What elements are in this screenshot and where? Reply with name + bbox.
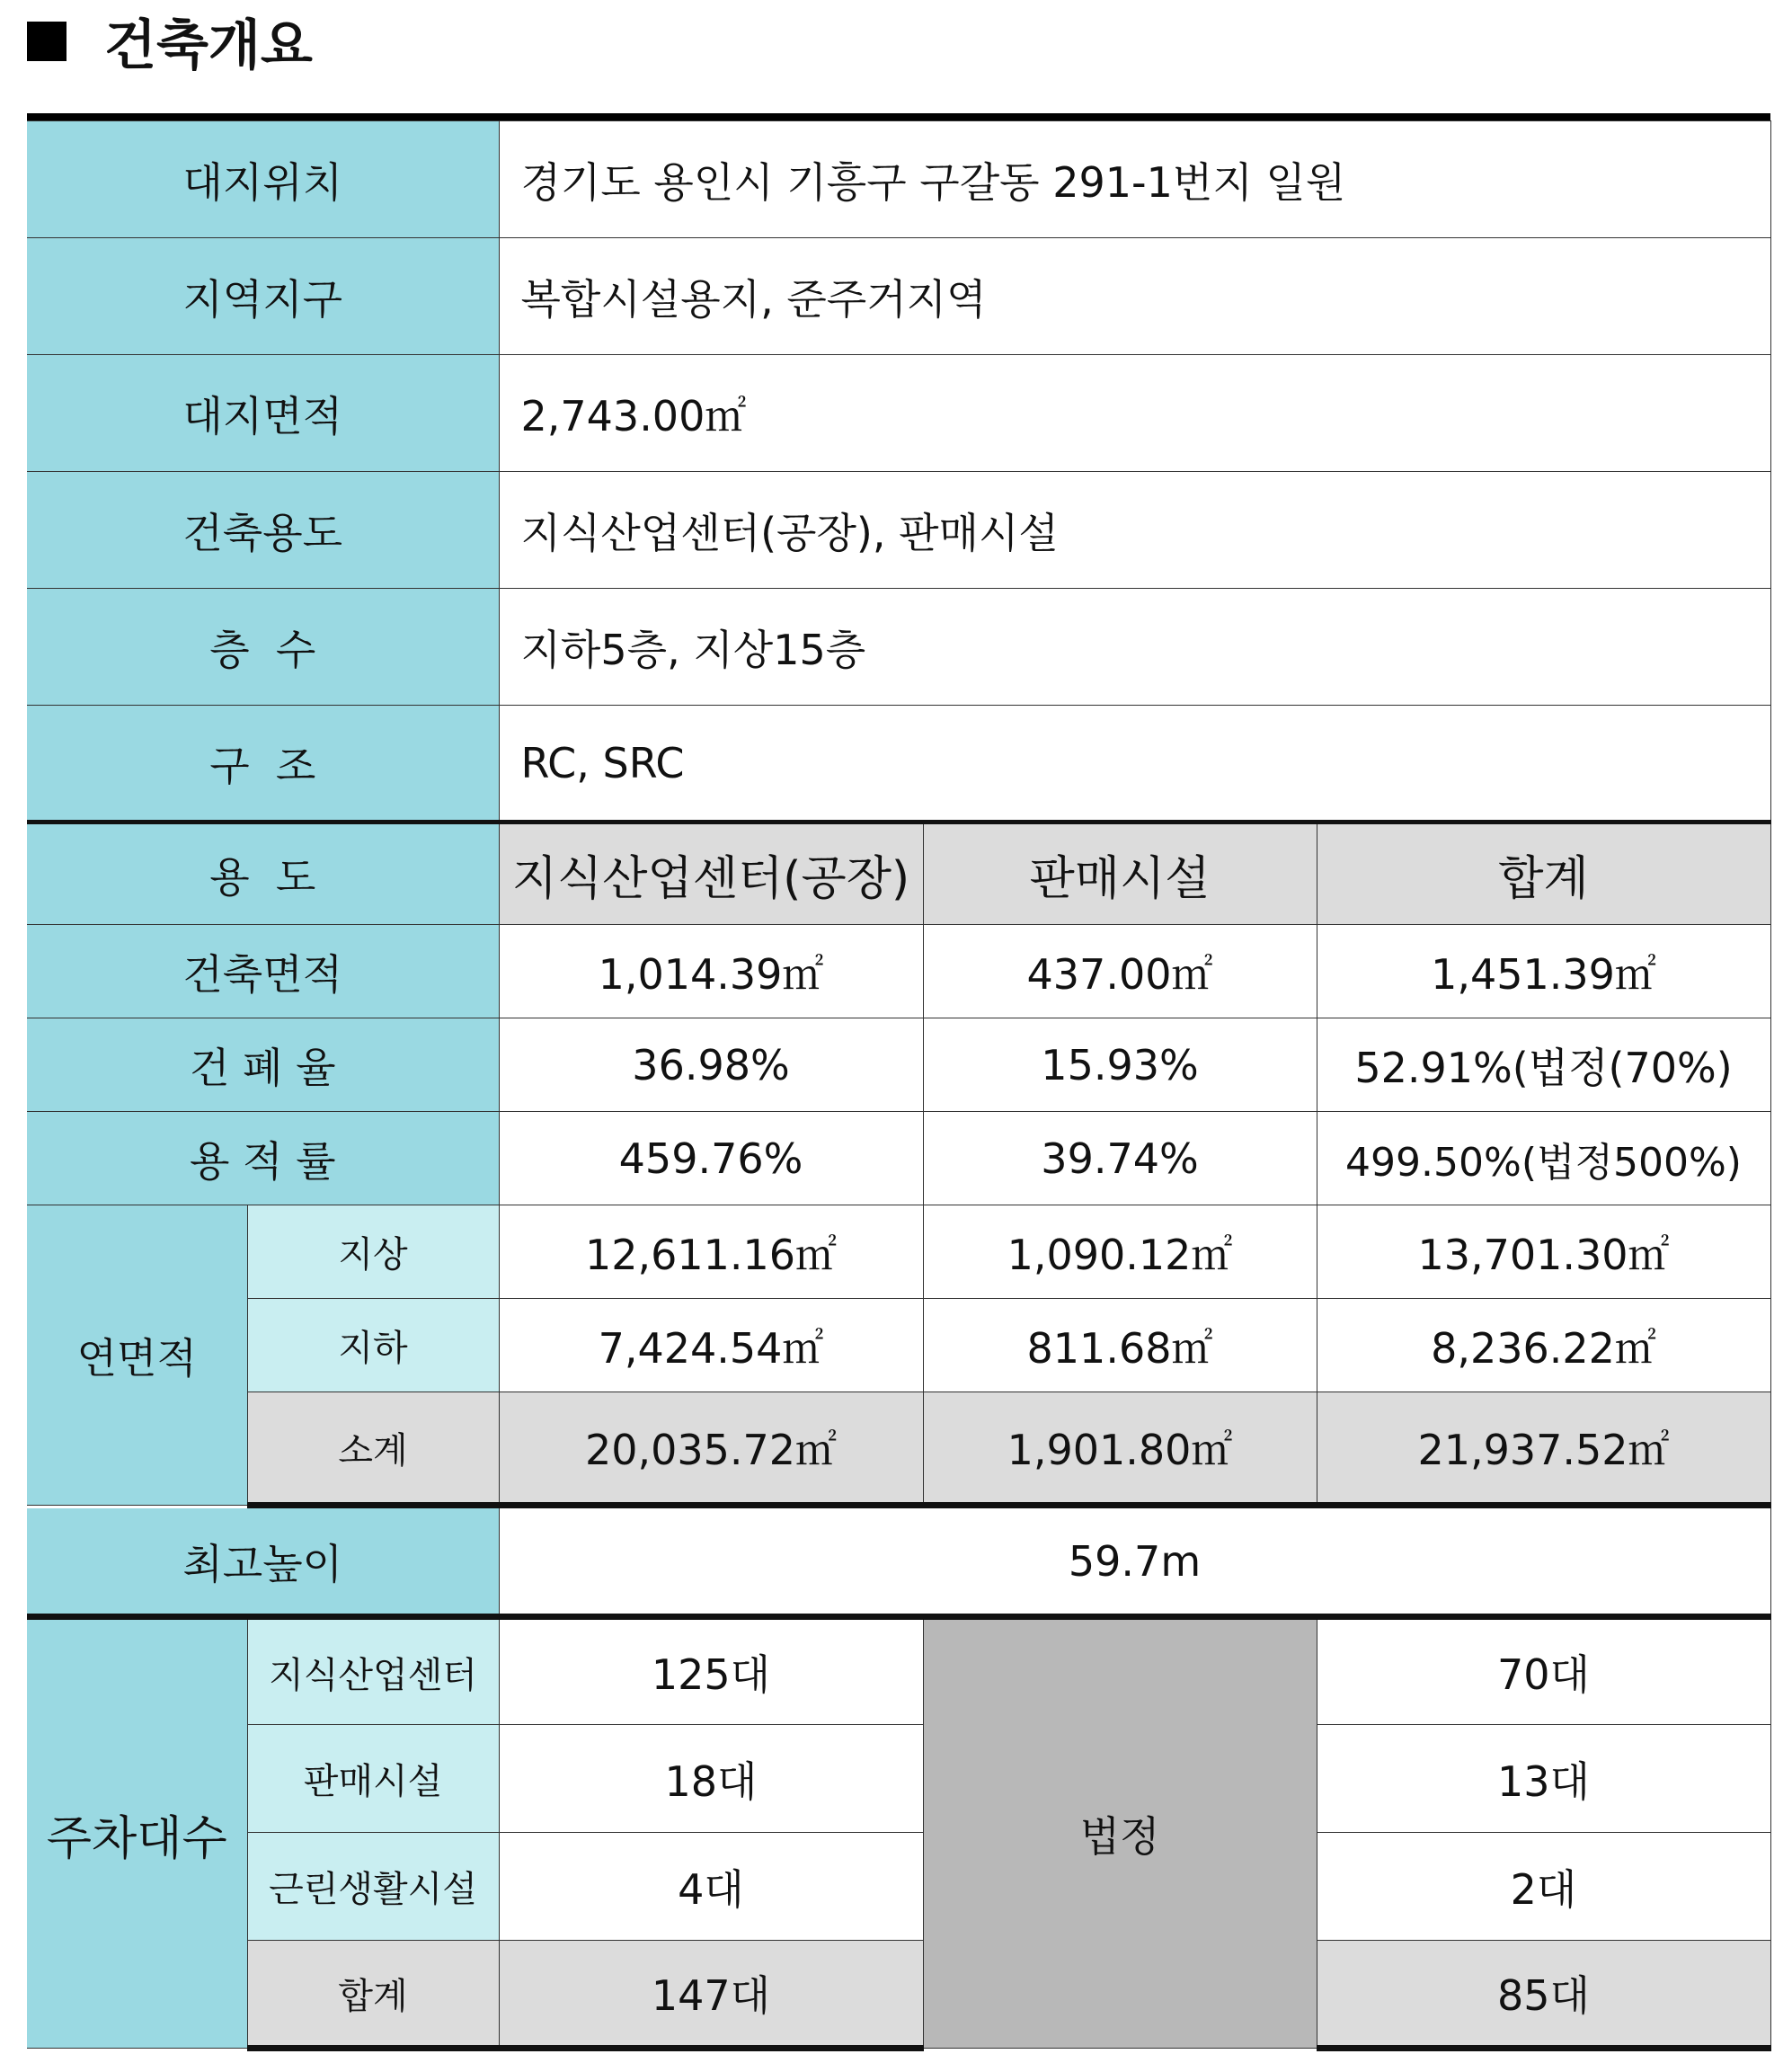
row-value: 지식산업센터(공장), 판매시설 — [499, 472, 1770, 589]
cell-value: 499.50%(법정500%) — [1317, 1112, 1770, 1205]
cell-value: 1,014.39㎡ — [499, 925, 923, 1018]
parking-legal: 2대 — [1317, 1833, 1770, 1941]
section-title — [27, 5, 313, 77]
cell-value: 52.91%(법정(70%) — [1317, 1018, 1770, 1112]
row-value: 복합시설용지, 준주거지역 — [499, 238, 1770, 355]
cell-value: 36.98% — [499, 1018, 923, 1112]
usage-col-header: 판매시설 — [923, 822, 1317, 925]
summary-row — [27, 238, 1770, 355]
sub-label: 지식산업센터 — [247, 1617, 499, 1725]
cell-value: 20,035.72㎡ — [499, 1392, 923, 1506]
parking-row — [27, 1617, 1770, 1725]
parking-planned: 125대 — [499, 1617, 923, 1725]
sub-label: 소계 — [247, 1392, 499, 1506]
cell-value: 13,701.30㎡ — [1317, 1205, 1770, 1299]
row-label: 대지면적 — [27, 355, 499, 472]
area-row — [27, 1112, 1770, 1205]
cell-value: 39.74% — [923, 1112, 1317, 1205]
cell-value: 811.68㎡ — [923, 1299, 1317, 1392]
cell-value: 1,451.39㎡ — [1317, 925, 1770, 1018]
square-bullet-icon — [27, 22, 67, 61]
sub-label: 판매시설 — [247, 1725, 499, 1833]
cell-value: 12,611.16㎡ — [499, 1205, 923, 1299]
area-row — [27, 925, 1770, 1018]
parking-total-row — [27, 1941, 1770, 2049]
row-label: 용 적 률 — [27, 1112, 499, 1205]
area-row — [27, 1018, 1770, 1112]
usage-header-row — [27, 822, 1770, 925]
sub-label: 지하 — [247, 1299, 499, 1392]
parking-planned: 147대 — [499, 1941, 923, 2049]
floor-area-subtotal-row — [27, 1392, 1770, 1506]
usage-col-header: 합계 — [1317, 822, 1770, 925]
usage-col-header: 지식산업센터(공장) — [499, 822, 923, 925]
parking-legal: 13대 — [1317, 1725, 1770, 1833]
section-title-text: 건축개요 — [104, 14, 313, 77]
row-label: 건 폐 율 — [27, 1018, 499, 1112]
cell-value: 21,937.52㎡ — [1317, 1392, 1770, 1506]
parking-legal: 85대 — [1317, 1941, 1770, 2049]
parking-planned: 4대 — [499, 1833, 923, 1941]
parking-label: 주차대수 — [27, 1617, 247, 2049]
height-row — [27, 1506, 1770, 1617]
sub-label: 합계 — [247, 1941, 499, 2049]
parking-legal: 70대 — [1317, 1617, 1770, 1725]
sub-label: 근린생활시설 — [247, 1833, 499, 1941]
summary-row — [27, 472, 1770, 589]
row-label: 지역지구 — [27, 238, 499, 355]
row-value: 지하5층, 지상15층 — [499, 589, 1770, 706]
summary-row — [27, 589, 1770, 706]
row-value: 2,743.00㎡ — [499, 355, 1770, 472]
floor-area-label: 연면적 — [27, 1205, 247, 1506]
building-overview-sheet — [27, 120, 1770, 2051]
row-label: 층 수 — [27, 589, 499, 706]
summary-row — [27, 706, 1770, 822]
top-rule — [27, 113, 1770, 120]
overview-table — [27, 120, 1771, 2051]
height-value: 59.7m — [499, 1506, 1770, 1617]
row-label: 구 조 — [27, 706, 499, 822]
floor-area-row — [27, 1299, 1770, 1392]
cell-value: 1,090.12㎡ — [923, 1205, 1317, 1299]
sub-label: 지상 — [247, 1205, 499, 1299]
row-label: 건축면적 — [27, 925, 499, 1018]
row-label: 건축용도 — [27, 472, 499, 589]
usage-label: 용 도 — [27, 822, 499, 925]
cell-value: 437.00㎡ — [923, 925, 1317, 1018]
parking-row — [27, 1725, 1770, 1833]
row-label: 최고높이 — [27, 1506, 499, 1617]
parking-planned: 18대 — [499, 1725, 923, 1833]
parking-row — [27, 1833, 1770, 1941]
floor-area-row — [27, 1205, 1770, 1299]
cell-value: 8,236.22㎡ — [1317, 1299, 1770, 1392]
summary-row — [27, 355, 1770, 472]
row-value: 경기도 용인시 기흥구 구갈동 291-1번지 일원 — [499, 121, 1770, 238]
row-label: 대지위치 — [27, 121, 499, 238]
cell-value: 15.93% — [923, 1018, 1317, 1112]
summary-row — [27, 121, 1770, 238]
cell-value: 7,424.54㎡ — [499, 1299, 923, 1392]
row-value: RC, SRC — [499, 706, 1770, 822]
legal-label: 법정 — [923, 1617, 1317, 2049]
cell-value: 1,901.80㎡ — [923, 1392, 1317, 1506]
cell-value: 459.76% — [499, 1112, 923, 1205]
